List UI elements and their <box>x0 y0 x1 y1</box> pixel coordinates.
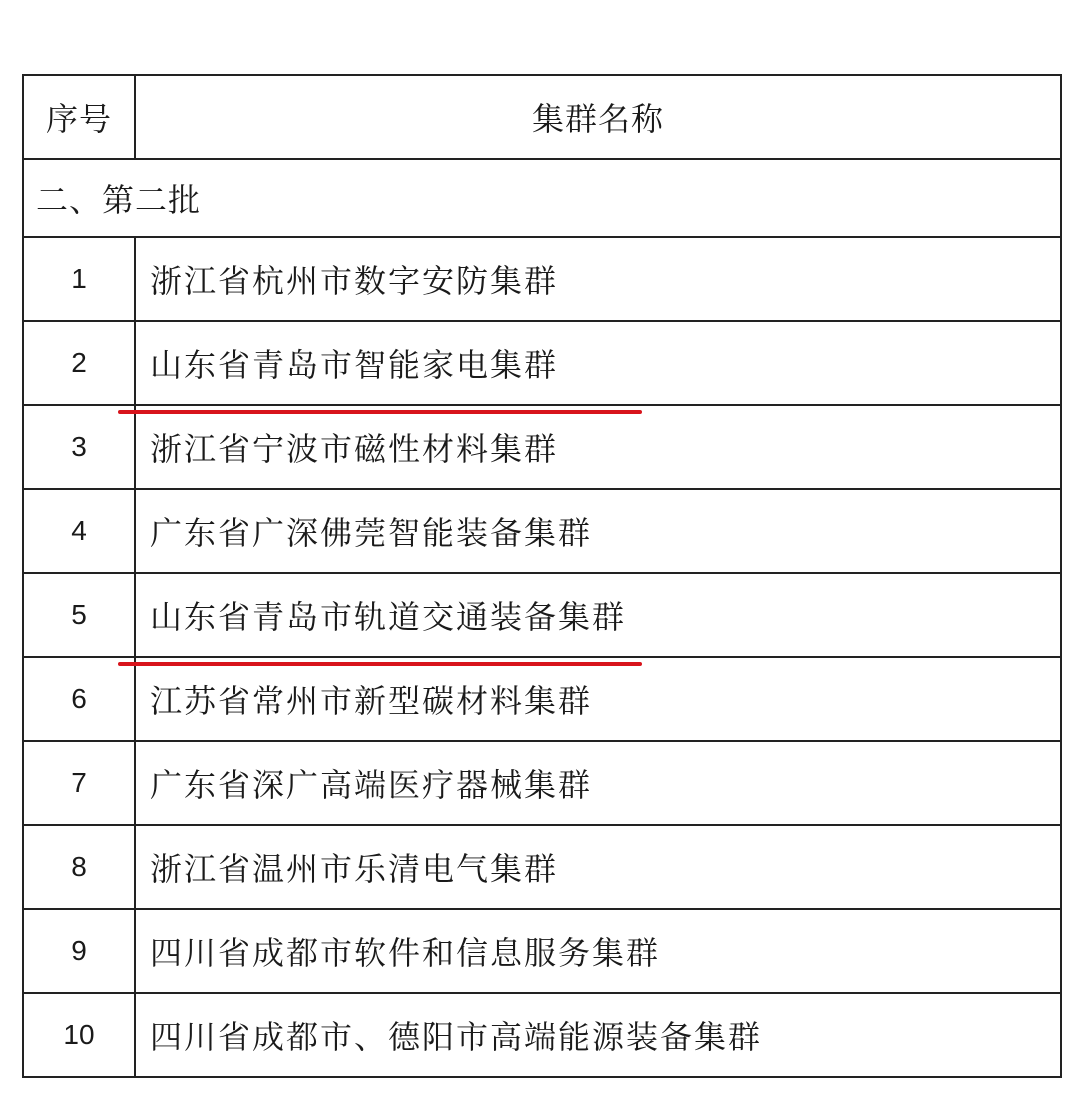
cluster-name-cell <box>135 237 1061 321</box>
cluster-table <box>22 74 1062 1078</box>
table-row <box>23 741 1061 825</box>
row-number: 10 <box>23 993 135 1077</box>
header-name: 集群名称 <box>135 75 1061 159</box>
table-row <box>23 573 1061 657</box>
table-row <box>23 489 1061 573</box>
batch-label: 二、第二批 <box>23 159 1061 237</box>
table-row <box>23 405 1061 489</box>
row-number: 8 <box>23 825 135 909</box>
header-number: 序号 <box>23 75 135 159</box>
cluster-name-cell <box>135 993 1061 1077</box>
cluster-name-cell <box>135 825 1061 909</box>
cluster-name-cell <box>135 657 1061 741</box>
cluster-name-cell <box>135 489 1061 573</box>
cluster-name: 广东省深广高端医疗器械集群 <box>150 766 593 804</box>
row-number: 7 <box>23 741 135 825</box>
cluster-name: 浙江省温州市乐清电气集群 <box>150 850 559 888</box>
row-number: 6 <box>23 657 135 741</box>
cluster-name: 浙江省杭州市数字安防集群 <box>150 262 559 300</box>
table-row <box>23 657 1061 741</box>
cluster-name-cell <box>135 909 1061 993</box>
cluster-name: 浙江省宁波市磁性材料集群 <box>150 430 559 468</box>
row-number: 5 <box>23 573 135 657</box>
row-number: 4 <box>23 489 135 573</box>
cluster-name-cell <box>135 573 1061 657</box>
row-number: 1 <box>23 237 135 321</box>
row-number: 2 <box>23 321 135 405</box>
cluster-name-cell <box>135 741 1061 825</box>
cluster-name: 山东省青岛市智能家电集群 <box>150 346 559 384</box>
cluster-name-cell <box>135 405 1061 489</box>
batch-row <box>23 159 1061 237</box>
row-number: 9 <box>23 909 135 993</box>
table-row <box>23 909 1061 993</box>
cluster-table-container <box>22 74 1060 1078</box>
cluster-name: 广东省广深佛莞智能装备集群 <box>150 514 593 552</box>
cluster-name-cell <box>135 321 1061 405</box>
cluster-name: 山东省青岛市轨道交通装备集群 <box>150 598 627 636</box>
row-number: 3 <box>23 405 135 489</box>
cluster-name: 四川省成都市软件和信息服务集群 <box>150 934 661 972</box>
table-row <box>23 993 1061 1077</box>
header-row <box>23 75 1061 159</box>
cluster-name: 四川省成都市、德阳市高端能源装备集群 <box>150 1018 763 1056</box>
table-row <box>23 321 1061 405</box>
table-row <box>23 825 1061 909</box>
cluster-name: 江苏省常州市新型碳材料集群 <box>150 682 593 720</box>
table-row <box>23 237 1061 321</box>
